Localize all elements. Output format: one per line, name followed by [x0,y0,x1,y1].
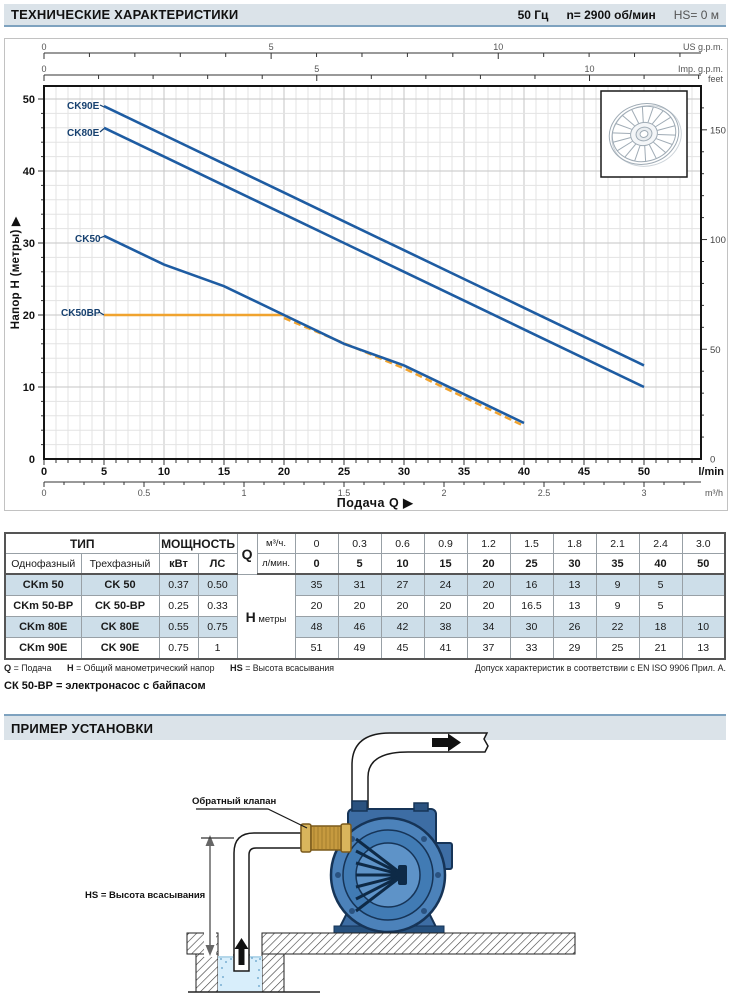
h-value-cell: 34 [467,617,510,638]
h-meters-label: H метры [237,574,295,659]
power-kw-cell: 0.55 [159,617,198,638]
tick-label: 5 [314,64,320,74]
tick-label: 50 [637,466,651,478]
q-lmin-cell: 25 [510,554,553,575]
q-m3h-cell: 0.3 [338,533,381,554]
frequency-value: 50 Гц [517,7,549,22]
q-m3h-cell: 0.9 [424,533,467,554]
h-value-cell: 20 [467,574,510,596]
h-value-cell: 9 [596,574,639,596]
h-value-cell: 33 [510,638,553,660]
footnotes [4,663,726,673]
tick-label: 45 [577,466,591,478]
page-title: ТЕХНИЧЕСКИЕ ХАРАКТЕРИСТИКИ [11,7,239,22]
tick-label: 5 [100,466,108,478]
tick-label: 10 [584,64,595,74]
tick-label: 2.5 [537,488,551,498]
tick-label: 35 [457,466,471,478]
q-m3h-cell: 1.5 [510,533,553,554]
h-value-cell: 42 [381,617,424,638]
tick-label: 0 [41,64,47,74]
q-lmin-cell: 40 [639,554,682,575]
tick-label: Подача Q ▶ [336,496,414,510]
performance-chart-figure [4,38,728,511]
tick-label: 15 [217,466,231,478]
power-hp-cell: 0.75 [198,617,237,638]
tick-label: 10 [493,42,504,52]
check-valve [301,824,351,852]
h-value-cell: 26 [553,617,596,638]
power-hp-cell: 0.50 [198,574,237,596]
power-kw-cell: 0.25 [159,596,198,617]
suction-height-value: HS= 0 м [673,7,719,22]
tick-label: 0 [41,42,47,52]
h-value-cell: 13 [682,638,725,660]
h-value-cell: 22 [596,617,639,638]
q-m3h-cell: 1.8 [553,533,596,554]
chart-series [61,101,644,426]
pump-model-mono: CKm 90E [5,638,81,660]
tick-label: 20 [277,466,291,478]
legend-q: Q = Подача [4,663,52,673]
tick-label: Напор H (метры) ▶ [10,216,22,330]
pump-model-tri: CK 90E [81,638,159,660]
tick-label: feet [707,74,723,84]
tick-label: 10 [22,382,35,394]
q-m3h-cell: 2.4 [639,533,682,554]
kw-header: кВт [159,554,198,575]
tick-label: 40 [517,466,531,478]
tick-label: 25 [337,466,351,478]
tick-label: 5 [268,42,274,52]
h-value-cell: 5 [639,574,682,596]
tick-label: 50 [710,344,721,356]
q-lmin-unit: л/мин. [257,554,295,575]
q-m3h-cell: 0.6 [381,533,424,554]
tick-label: 30 [397,466,411,478]
h-value-cell: 41 [424,638,467,660]
h-value-cell: 24 [424,574,467,596]
h-value-cell: 31 [338,574,381,596]
tick-label: l/min [698,466,724,478]
h-value-cell: 21 [639,638,682,660]
q-m3h-cell: 0 [295,533,338,554]
h-value-cell: 37 [467,638,510,660]
pump-model-mono: CKm 50-BP [5,596,81,617]
h-value-cell: 49 [338,638,381,660]
q-lmin-cell: 35 [596,554,639,575]
h-value-cell: 20 [467,596,510,617]
q-label: Q [237,533,257,574]
power-header: МОЩНОСТЬ [159,533,237,554]
legend [4,663,347,673]
power-kw-cell: 0.37 [159,574,198,596]
q-m3h-cell: 3.0 [682,533,725,554]
tech-header-band [4,4,726,27]
power-hp-cell: 1 [198,638,237,660]
tick-label: 3 [641,488,647,498]
h-value-cell: 20 [424,596,467,617]
pump-model-tri: CK 50 [81,574,159,596]
q-lmin-cell: 20 [467,554,510,575]
q-lmin-cell: 50 [682,554,725,575]
h-value-cell: 10 [682,617,725,638]
h-value-cell [682,574,725,596]
table-row-CKm-50-BP [5,596,725,617]
hp-header: ЛС [198,554,237,575]
legend-h: H = Общий манометрический напор [66,663,215,673]
tolerance-note: Допуск характеристик в соответствии с EN ISO 9906 Прил. А. [474,663,726,673]
h-value-cell: 48 [295,617,338,638]
h-value-cell: 27 [381,574,424,596]
h-value-cell: 29 [553,638,596,660]
installation-diagram-svg [0,725,730,1008]
tick-label: 0 [28,454,35,466]
phase3-header: Трехфазный [81,554,159,575]
tick-label: 40 [22,166,35,178]
h-value-cell: 5 [639,596,682,617]
h-value-cell: 35 [295,574,338,596]
tick-label: 2 [441,488,447,498]
h-value-cell: 16 [510,574,553,596]
table-row-CKm-80E [5,617,725,638]
h-value-cell: 20 [338,596,381,617]
tick-label: 1 [241,488,247,498]
tick-label: Imp. g.p.m. [677,64,723,74]
curve-label-CK80E: CK80E [67,128,100,139]
check-valve-label: Обратный клапан [192,796,277,807]
legend-hs: HS = Высота всасывания [229,663,335,673]
h-value-cell: 16.5 [510,596,553,617]
h-value-cell: 13 [553,596,596,617]
tick-label: 150 [710,125,726,137]
h-value-cell: 51 [295,638,338,660]
hs-label: HS = Высота всасывания [85,890,206,901]
q-m3h-cell: 2.1 [596,533,639,554]
pump-model-tri: CK 80E [81,617,159,638]
bypass-note: СК 50-ВР = электронасос с байпасом [4,680,206,692]
tick-label: 20 [22,310,35,322]
h-value-cell: 46 [338,617,381,638]
q-lmin-cell: 5 [338,554,381,575]
phase1-header: Однофазный [5,554,81,575]
q-lmin-cell: 0 [295,554,338,575]
spec-table [4,532,726,660]
pump-model-mono: CKm 80E [5,617,81,638]
h-value-cell: 9 [596,596,639,617]
table-row-CKm-90E [5,638,725,660]
table-row-CKm-50 [5,574,725,596]
pump [331,801,452,933]
performance-chart [5,39,727,510]
curve-CK90E [104,106,644,365]
h-value-cell: 13 [553,574,596,596]
tick-label: 100 [710,235,726,247]
tick-label: US g.p.m. [682,42,723,52]
curve-label-CK90E: CK90E [67,101,100,112]
install-title: ПРИМЕР УСТАНОВКИ [11,720,154,736]
power-hp-cell: 0.33 [198,596,237,617]
pump-model-tri: CK 50-BP [81,596,159,617]
impeller-inset [601,91,688,177]
tick-label: 0 [40,466,48,478]
h-value-cell: 30 [510,617,553,638]
q-m3h-cell: 1.2 [467,533,510,554]
q-lmin-cell: 10 [381,554,424,575]
h-value-cell: 38 [424,617,467,638]
tick-label: 50 [22,94,35,106]
q-lmin-cell: 30 [553,554,596,575]
h-value-cell [682,596,725,617]
h-value-cell: 20 [295,596,338,617]
h-value-cell: 18 [639,617,682,638]
header-specs [518,8,719,22]
installation-diagram [0,725,730,1008]
pump-model-mono: CKm 50 [5,574,81,596]
tick-label: 30 [22,238,35,250]
tick-label: m³/h [705,488,723,498]
tick-label: 0.5 [137,488,151,498]
check-valve-callout [192,796,307,828]
type-header: ТИП [5,533,159,554]
q-m3h-unit: м³/ч. [257,533,295,554]
speed-value: n= 2900 об/мин [566,7,656,22]
tick-label: 1.5 [337,488,351,498]
h-value-cell: 45 [381,638,424,660]
tick-label: 0 [41,488,47,498]
h-value-cell: 20 [381,596,424,617]
h-value-cell: 25 [596,638,639,660]
tick-label: 0 [710,454,716,466]
q-lmin-cell: 15 [424,554,467,575]
curve-label-CK50: CK50 [75,234,101,245]
power-kw-cell: 0.75 [159,638,198,660]
curve-label-CK50BP: CK50BP [61,308,101,319]
tick-label: 10 [157,466,171,478]
